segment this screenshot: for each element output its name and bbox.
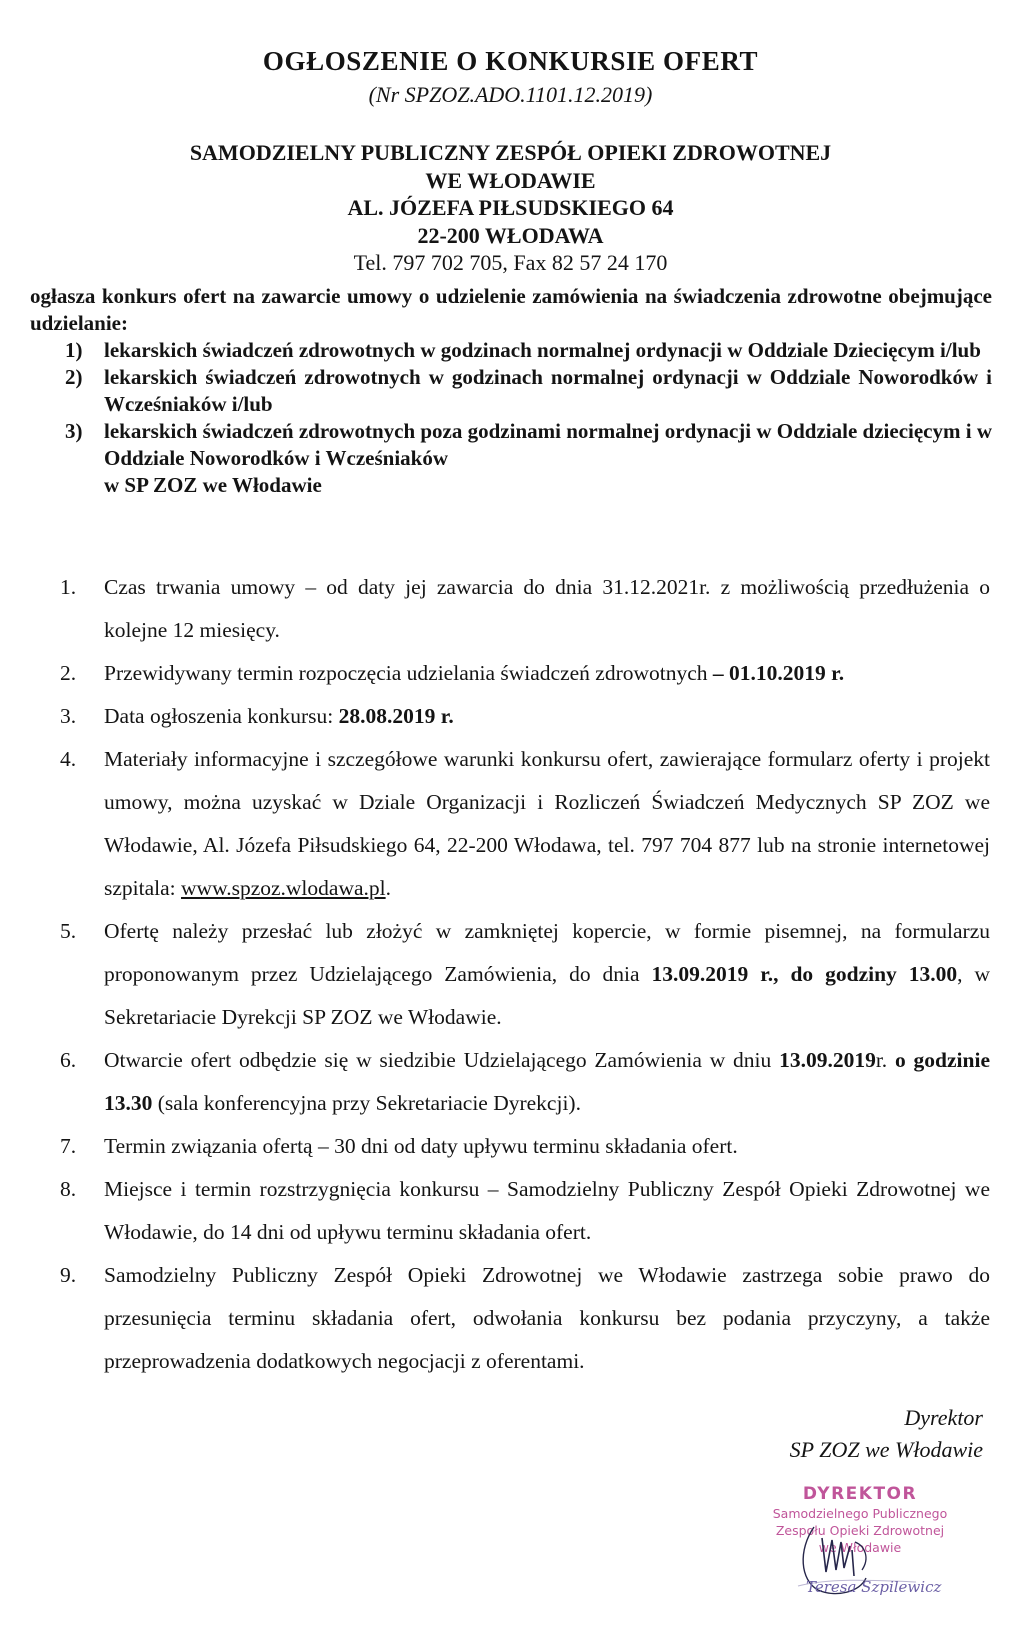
stamp-line: Zespołu Opieki Zdrowotnej xyxy=(775,1523,945,1538)
hospital-website-link[interactable]: www.spzoz.wlodawa.pl xyxy=(181,876,386,900)
institution-name-line2: WE WŁODAWIE xyxy=(425,167,596,193)
condition-highlight: 13.09.2019 r., do godziny 13.00 xyxy=(651,962,958,986)
stamp-name-text: Teresa Szpilewicz xyxy=(806,1578,942,1596)
services-list-item xyxy=(30,364,992,418)
condition-number: 7. xyxy=(60,1134,77,1158)
services-item-text: lekarskich świadczeń zdrowotnych poza godzinami normalnej ordynacji w Oddziale dziecięcym i w Oddziale Noworodków i Wcześniaków xyxy=(104,419,992,470)
institution-address: AL. JÓZEFA PIŁSUDSKIEGO 64 xyxy=(347,195,674,220)
services-item-number: 1) xyxy=(65,338,83,362)
condition-number: 5. xyxy=(60,919,77,943)
signature-block xyxy=(790,1402,983,1466)
condition-item xyxy=(60,1168,990,1254)
condition-item xyxy=(60,1039,990,1125)
condition-item xyxy=(60,1254,990,1383)
condition-number: 9. xyxy=(60,1263,77,1287)
condition-number: 6. xyxy=(60,1048,77,1072)
condition-text: , w Sekretariacie Dyrekcji SP ZOZ we Włodawie. xyxy=(104,962,990,1029)
condition-item xyxy=(60,910,990,1039)
services-item-text: lekarskich świadczeń zdrowotnych w godzinach normalnej ordynacji w Oddziale Dziecięcym i/lub xyxy=(104,338,981,362)
condition-text: Data ogłoszenia konkursu: xyxy=(104,704,339,728)
condition-highlight: o godzinie 13.30 xyxy=(104,1048,990,1115)
conditions-list xyxy=(60,566,990,1383)
intro-section xyxy=(30,283,992,499)
services-closing-text: w SP ZOZ we Włodawie xyxy=(104,473,322,497)
institution-name-line1: SAMODZIELNY PUBLICZNY ZESPÓŁ OPIEKI ZDROWOTNEJ xyxy=(189,140,832,165)
condition-number: 8. xyxy=(60,1177,77,1201)
condition-highlight: 28.08.2019 r. xyxy=(338,704,454,728)
condition-text: Otwarcie ofert odbędzie się w siedzibie Udzielającego Zamówienia w dniu xyxy=(104,1048,780,1072)
condition-text: . xyxy=(385,876,391,900)
condition-item xyxy=(60,566,990,652)
institution-header xyxy=(0,139,1021,277)
reference-number: (Nr SPZOZ.ADO.1101.12.2019) xyxy=(368,82,653,107)
condition-text: Przewidywany termin rozpoczęcia udzielania świadczeń zdrowotnych xyxy=(104,661,713,685)
condition-item xyxy=(60,652,990,695)
services-list-item xyxy=(30,337,992,364)
condition-text: Termin związania ofertą – 30 dni od daty upływu terminu składania ofert. xyxy=(104,1134,738,1158)
condition-item xyxy=(60,738,990,910)
condition-text: Czas trwania umowy – od daty jej zawarcia do dnia 31.12.2021r. z możliwością przedłużenia o kolejne 12 miesięcy. xyxy=(104,575,990,642)
condition-highlight: 13.09.2019 xyxy=(779,1048,876,1072)
services-item-text: lekarskich świadczeń zdrowotnych w godzinach normalnej ordynacji w Oddziale Noworodków i Wcześniaków i/lub xyxy=(104,365,992,416)
services-list xyxy=(30,337,992,499)
intro-text: ogłasza konkurs ofert na zawarcie umowy o udzielenie zamówienia na świadczenia zdrowotne obejmujące udzielanie: xyxy=(30,284,992,335)
condition-text: Samodzielny Publiczny Zespół Opieki Zdrowotnej we Włodawie zastrzega sobie prawo do przesunięcia terminu składania ofert, odwołania konkursu bez podania przyczyny, a także przeprowadzenia dodatkowych negocjacji z oferentami. xyxy=(104,1263,990,1373)
stamp-title: DYREKTOR xyxy=(802,1484,918,1504)
condition-number: 3. xyxy=(60,704,77,728)
services-closing xyxy=(30,472,992,499)
document-title: OGŁOSZENIE O KONKURSIE OFERT xyxy=(262,46,759,76)
condition-number: 4. xyxy=(60,747,77,771)
condition-text: (sala konferencyjna przy Sekretariacie Dyrekcji). xyxy=(152,1091,581,1115)
condition-item xyxy=(60,1125,990,1168)
services-list-item xyxy=(30,418,992,472)
condition-highlight: – 01.10.2019 r. xyxy=(712,661,845,685)
signature-organization: SP ZOZ we Włodawie xyxy=(789,1437,983,1462)
services-item-number: 3) xyxy=(65,419,83,443)
stamp-line: Samodzielnego Publicznego xyxy=(772,1506,948,1521)
stamp-line: we Włodawie xyxy=(818,1540,902,1555)
institution-postcode-city: 22-200 WŁODAWA xyxy=(417,222,604,248)
handwritten-signature xyxy=(740,1480,980,1600)
condition-text: Ofertę należy przesłać lub złożyć w zamkniętej kopercie, w formie pisemnej, na formularzu proponowanym przez Udzielającego Zamówienia, do dnia xyxy=(104,919,990,986)
condition-text: Miejsce i termin rozstrzygnięcia konkursu – Samodzielny Publiczny Zespół Opieki Zdrowotnej we Włodawie, do 14 dni od upływu terminu składania ofert. xyxy=(104,1177,990,1244)
condition-number: 1. xyxy=(60,575,77,599)
services-item-number: 2) xyxy=(65,365,83,389)
condition-item xyxy=(60,695,990,738)
condition-number: 2. xyxy=(60,661,77,685)
director-stamp xyxy=(740,1480,980,1600)
condition-text: r. xyxy=(875,1048,895,1072)
institution-contact: Tel. 797 702 705, Fax 82 57 24 170 xyxy=(353,250,668,275)
condition-text: Materiały informacyjne i szczegółowe warunki konkursu ofert, zawierające formularz oferty i projekt umowy, można uzyskać w Dziale Organizacji i Rozliczeń Świadczeń Medycznych SP ZOZ we Włodawie, Al. Józefa Piłsudskiego 64, 22-200 Włodawa, tel. 797 704 877 lub na stronie internetowej szpitala: xyxy=(104,747,990,900)
signature-role: Dyrektor xyxy=(904,1405,983,1430)
